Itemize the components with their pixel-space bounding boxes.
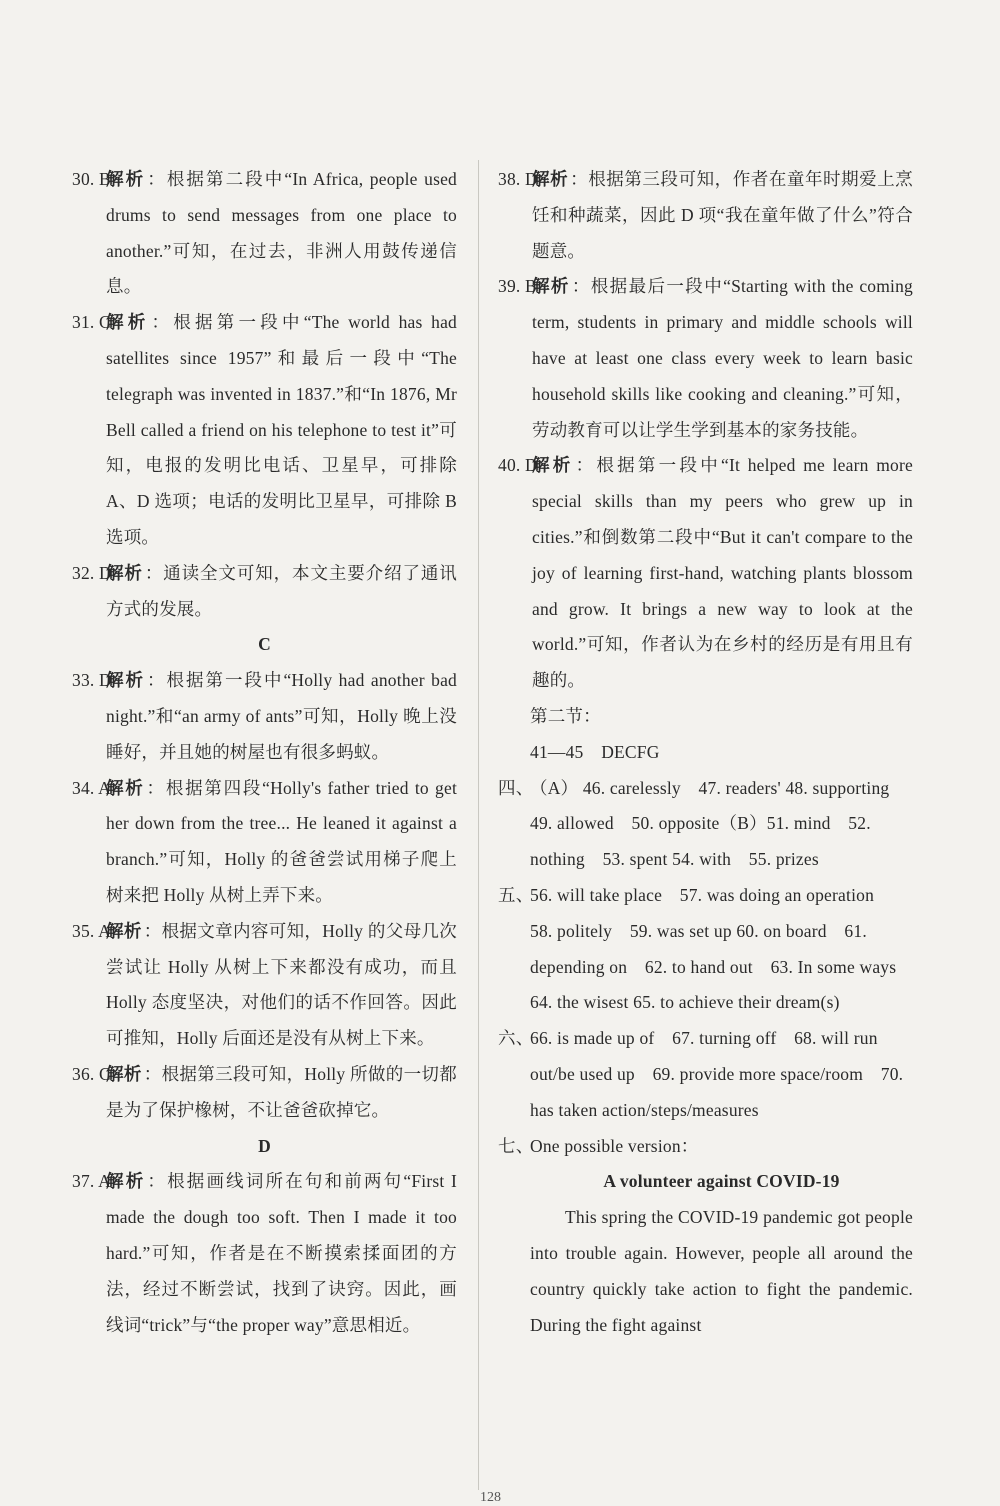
essay-paragraph: This spring the COVID-19 pandemic got people into trouble again. However, people all around the country quickly take action to fight the pandemic. During the fight against xyxy=(530,1207,913,1335)
answer-item xyxy=(72,1057,457,1129)
answer-number: 31. C xyxy=(72,312,111,333)
answer-explanation: 根据第一段中“The world has had satellites since 1957”和最后一段中“The telegraph was invented in 1837.”和“In 1876, Mr Bell called a friend on his telephone to test it”可知，电报的发明比电话、卫星早，可排除 A、D 选项；电话的发明比卫星早，可排除 B 选项。 xyxy=(106,312,457,547)
section-answers xyxy=(498,878,913,1021)
answer-number: 32. D xyxy=(72,562,112,583)
analysis-colon: ： xyxy=(144,562,164,583)
answer-explanation: 通读全文可知，本文主要介绍了通讯方式的发展。 xyxy=(106,562,457,619)
analysis-colon: ： xyxy=(147,670,167,691)
analysis-label: 解析 xyxy=(106,1171,146,1192)
answer-explanation: 根据第一段中“It helped me learn more special skills than my peers who grew up in cities.”和倒数第二段中“But it can't compare to the joy of learning first-hand, watching plants blossom and grow. It brings a new way to look at the world.”可知，作者认为在乡村的经历是有用且有趣的。 xyxy=(532,455,914,691)
answer-item xyxy=(72,556,457,628)
answer-explanation: 根据最后一段中“Starting with the coming term, students in primary and middle schools will have at least one class every week to learn basic household skills like cooking and cleaning.”可知，劳动教育可以让学生学到基本的家务技能。 xyxy=(532,276,914,440)
analysis-label: 解析 xyxy=(106,562,143,583)
passage-heading: D xyxy=(258,1135,271,1156)
section-answers xyxy=(498,1129,913,1165)
section-answers xyxy=(498,1021,913,1128)
answer-item xyxy=(72,914,457,1057)
answer-number: 38. D xyxy=(498,169,538,189)
answer-explanation: 根据画线词所在句和前两句“First I made the dough too soft. Then I made it too hard.”可知，作者是在不断摸索揉面团的方法，经过不断尝试，找到了诀窍。因此，画线词“trick”与“the proper way”意思相近。 xyxy=(106,1171,458,1335)
answer-explanation: 根据第三段可知，Holly 所做的一切都是为了保护橡树，不让爸爸砍掉它。 xyxy=(106,1063,457,1120)
analysis-label: 解析 xyxy=(106,312,150,333)
answer-item xyxy=(72,663,457,770)
analysis-label: 解析 xyxy=(106,1063,142,1084)
section-number: 七、 xyxy=(498,1135,534,1156)
answer-item xyxy=(72,305,457,556)
analysis-colon: ： xyxy=(143,1063,162,1084)
analysis-colon: ： xyxy=(147,1171,168,1192)
section-text: 56. will take place 57. was doing an operation 58. politely 59. was set up 60. on board 61. depending on 62. to hand out 63. In some ways 64. the wisest 65. to achieve their dream(s) xyxy=(530,884,914,1013)
analysis-colon: ： xyxy=(571,276,591,297)
analysis-label: 解析 xyxy=(532,169,569,189)
analysis-colon: ： xyxy=(146,777,166,798)
analysis-colon: ： xyxy=(147,169,167,189)
left-column xyxy=(72,162,457,1343)
answer-number: 36. C xyxy=(72,1063,111,1084)
section-number: 六、 xyxy=(498,1028,534,1049)
analysis-label: 解析 xyxy=(106,670,145,691)
section-number: 四、 xyxy=(498,777,534,798)
answer-number: 35. A xyxy=(72,920,111,941)
analysis-colon: ： xyxy=(151,312,174,333)
answer-number: 39. B xyxy=(498,276,537,297)
answer-item xyxy=(498,448,913,699)
answer-explanation: 根据第二段中“In Africa, people used drums to send messages from one place to another.”可知，在过去，非洲人用鼓传递信息。 xyxy=(106,169,458,297)
analysis-label: 解析 xyxy=(106,169,146,189)
analysis-colon: ： xyxy=(570,169,589,189)
section-text: （A） 46. carelessly 47. readers' 48. supporting 49. allowed 50. opposite（B）51. mind 52. nothing 53. spent 54. with 55. prizes xyxy=(530,777,908,870)
answer-item xyxy=(498,162,913,269)
answer-explanation: 根据第四段“Holly's father tried to get her down from the tree... He leaned it against a branch.”可知，Holly 的爸爸尝试用梯子爬上树来把 Holly 从树上弄下来。 xyxy=(106,777,458,905)
analysis-colon: ： xyxy=(143,920,162,941)
answer-number: 30. B xyxy=(72,169,111,189)
section-text: One possible version： xyxy=(530,1135,699,1156)
analysis-colon: ： xyxy=(575,455,597,476)
right-column xyxy=(498,162,913,1343)
analysis-label: 解析 xyxy=(532,455,574,476)
answer-number: 34. A xyxy=(72,777,111,798)
answer-number: 37. A xyxy=(72,1171,111,1192)
essay-title: A volunteer against COVID-19 xyxy=(603,1171,840,1192)
answer-item xyxy=(72,771,457,914)
answer-explanation: 根据第一段中“Holly had another bad night.”和“an army of ants”可知，Holly 晚上没睡好，并且她的树屋也有很多蚂蚁。 xyxy=(106,670,457,762)
section-text: 66. is made up of 67. turning off 68. will run out/be used up 69. provide more space/room 70. has taken action/steps/measures xyxy=(530,1028,904,1120)
passage-heading: C xyxy=(258,634,271,655)
page-number: 128 xyxy=(480,1490,501,1505)
analysis-label: 解析 xyxy=(532,276,570,297)
analysis-label: 解析 xyxy=(106,920,142,941)
answer-explanation: 根据第三段可知，作者在童年时期爱上烹饪和种蔬菜，因此 D 项“我在童年做了什么”符合题意。 xyxy=(532,169,914,261)
answer-line: 41—45 DECFG xyxy=(530,741,660,762)
column-divider xyxy=(478,160,479,1490)
answer-item xyxy=(498,269,913,448)
answer-explanation: 根据文章内容可知，Holly 的父母几次尝试让 Holly 从树上下来都没有成功，而且 Holly 态度坚决，对他们的话不作回答。因此可推知，Holly 后面还是没有从树上下来。 xyxy=(106,920,457,1049)
answer-number: 33. D xyxy=(72,670,112,691)
section-number: 五、 xyxy=(498,884,534,905)
answer-item xyxy=(72,1164,457,1343)
section-answers xyxy=(498,771,913,878)
answer-number: 40. D xyxy=(498,455,538,476)
analysis-label: 解析 xyxy=(106,777,145,798)
answer-item xyxy=(72,162,457,305)
answer-line: 第二节： xyxy=(530,705,601,726)
